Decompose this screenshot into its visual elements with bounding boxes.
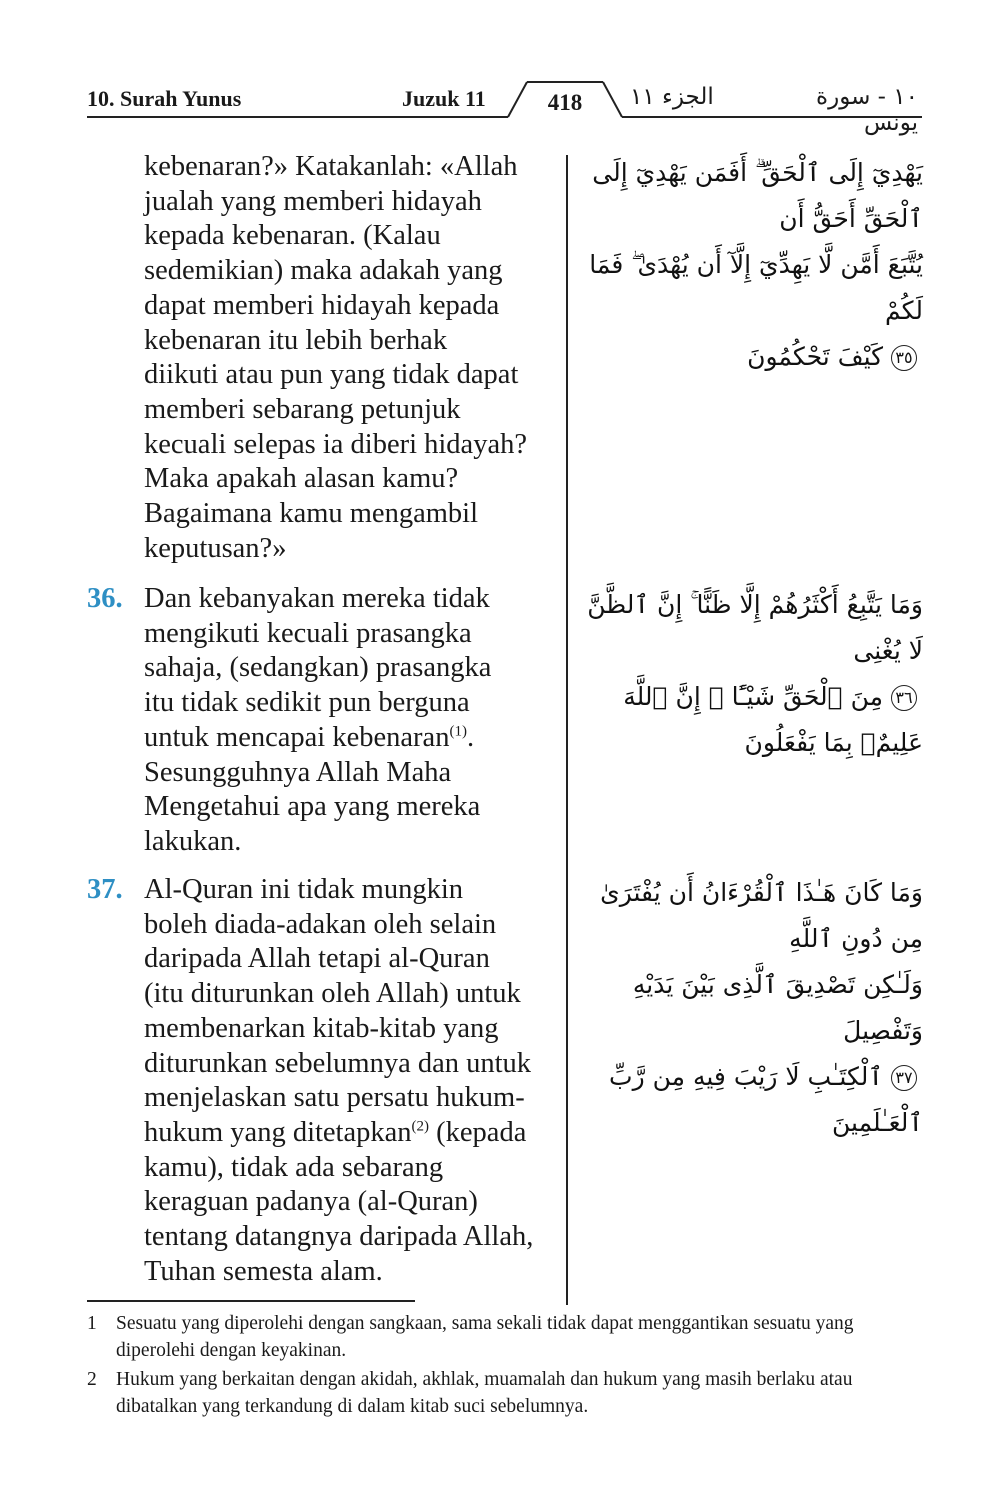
surah-title-arabic: ١٠ - سورة يونس: [816, 84, 918, 136]
page-number: 418: [547, 90, 583, 115]
footnote-ref[interactable]: (1): [449, 723, 467, 740]
arabic-line: وَمَا يَتَّبِعُ أَكْثَرُهُمْ إِلَّا ظَنًّا ۚ إِنَّ ٱلظَّنَّ لَا يُغْنِى: [587, 590, 923, 665]
column-divider: [566, 155, 568, 1305]
verse-number: 37.: [87, 874, 123, 905]
footnote-text: Hukum yang berkaitan dengan akidah, akhlak, muamalah dan hukum yang masih berlaku atau dibatalkan yang terkandung di dalam kitab suci sebelumnya.: [116, 1369, 853, 1417]
ayah-end-marker: ٣٧: [891, 1065, 917, 1091]
arabic-line: يَهْدِيٓ إِلَى ٱلْحَقِّ ۗ أَفَمَن يَهْدِيٓ إِلَى ٱلْحَقِّ أَحَقُّ أَن: [592, 158, 923, 233]
arabic-line: وَمَا كَانَ هَـٰذَا ٱلْقُرْءَانُ أَن يُفْتَرَىٰ مِن دُونِ ٱللَّهِ: [600, 878, 923, 953]
verse-translation-36: [87, 582, 557, 860]
surah-title-latin: 10. Surah Yunus: [87, 86, 242, 111]
footnote-number: 1: [87, 1313, 97, 1334]
verse-text: Dan kebanyakan mereka tidak mengikuti kecuali prasangka sahaja, (sedangkan) prasangka itu tidak sedikit pun berguna untuk mencapai kebenaran$^{(1)}$. Sesungguhnya Allah Maha Mengetahui apa yang mereka lakukan.: [144, 583, 492, 857]
ayah-end-marker: ٣٥: [891, 345, 917, 371]
verse-translation-35: [87, 150, 557, 566]
ayah-end-marker: ٣٦: [891, 685, 917, 711]
page-header: [0, 0, 1000, 136]
verse-number: 36.: [87, 583, 123, 614]
arabic-line: وَلَـٰكِن تَصْدِيقَ ٱلَّذِى بَيْنَ يَدَيْهِ وَتَفْصِيلَ: [632, 970, 923, 1045]
juzuk-label: Juzuk 11: [402, 86, 486, 111]
verse-arabic-36: [578, 582, 923, 766]
footnote-number: 2: [87, 1369, 97, 1390]
verse-text: Al-Quran ini tidak mungkin boleh diada-adakan oleh selain daripada Allah tetapi al-Quran (itu diturunkan oleh Allah) untuk membenarkan kitab-kitab yang diturunkan sebelumnya dan untuk menjelaskan satu persatu hukum- hukum yang ditetapkan$^{(2)}$ (kepada kamu), tidak ada sebarang keraguan padanya (al-Quran) tentang datangnya daripada Allah, Tuhan semesta alam.: [144, 874, 534, 1287]
footnote-divider: [87, 1300, 415, 1302]
verse-arabic-37: [578, 870, 923, 1146]
arabic-line: ٣٧ ٱلْكِتَـٰبِ لَا رَيْبَ فِيهِ مِن رَّبِّ ٱلْعَـٰلَمِينَ: [609, 1062, 923, 1137]
verse-translation-37: [87, 873, 557, 1289]
arabic-line: يُتَّبَعَ أَمَّن لَّا يَهِدِّيٓ إِلَّآ أَن يُهْدَىٰ ۖ فَمَا لَكُمْ: [589, 250, 923, 325]
verse-arabic-35: [578, 150, 923, 380]
footnote-text: Sesuatu yang diperolehi dengan sangkaan, sama sekali tidak dapat menggantikan sesuatu yang diperolehi dengan keyakinan.: [116, 1313, 854, 1361]
footnotes: [87, 1310, 922, 1422]
verse-text: kebenaran?» Katakanlah: «Allah jualah yang memberi hidayah kepada kebenaran. (Kalau sedemikian) maka adakah yang dapat memberi hidayah kepada kebenaran itu lebih berhak diikuti atau pun yang tidak dapat memberi sebarang petunjuk kecuali selepas ia diberi hidayah? Maka apakah alasan kamu? Bagaimana kamu mengambil keputusan?»: [144, 151, 527, 564]
footnote-1: [87, 1310, 922, 1364]
arabic-line: ٣٥ كَيْفَ تَحْكُمُونَ: [578, 334, 923, 380]
arabic-line: ٣٦ مِنَ ٱلْحَقِّ شَيْـًٔا ۚ إِنَّ ٱللَّهَ عَلِيمٌۢ بِمَا يَفْعَلُونَ: [623, 682, 923, 757]
footnote-ref[interactable]: (2): [411, 1118, 430, 1135]
footnote-2: [87, 1366, 922, 1420]
juz-label-arabic: الجزء ١١: [630, 84, 714, 110]
